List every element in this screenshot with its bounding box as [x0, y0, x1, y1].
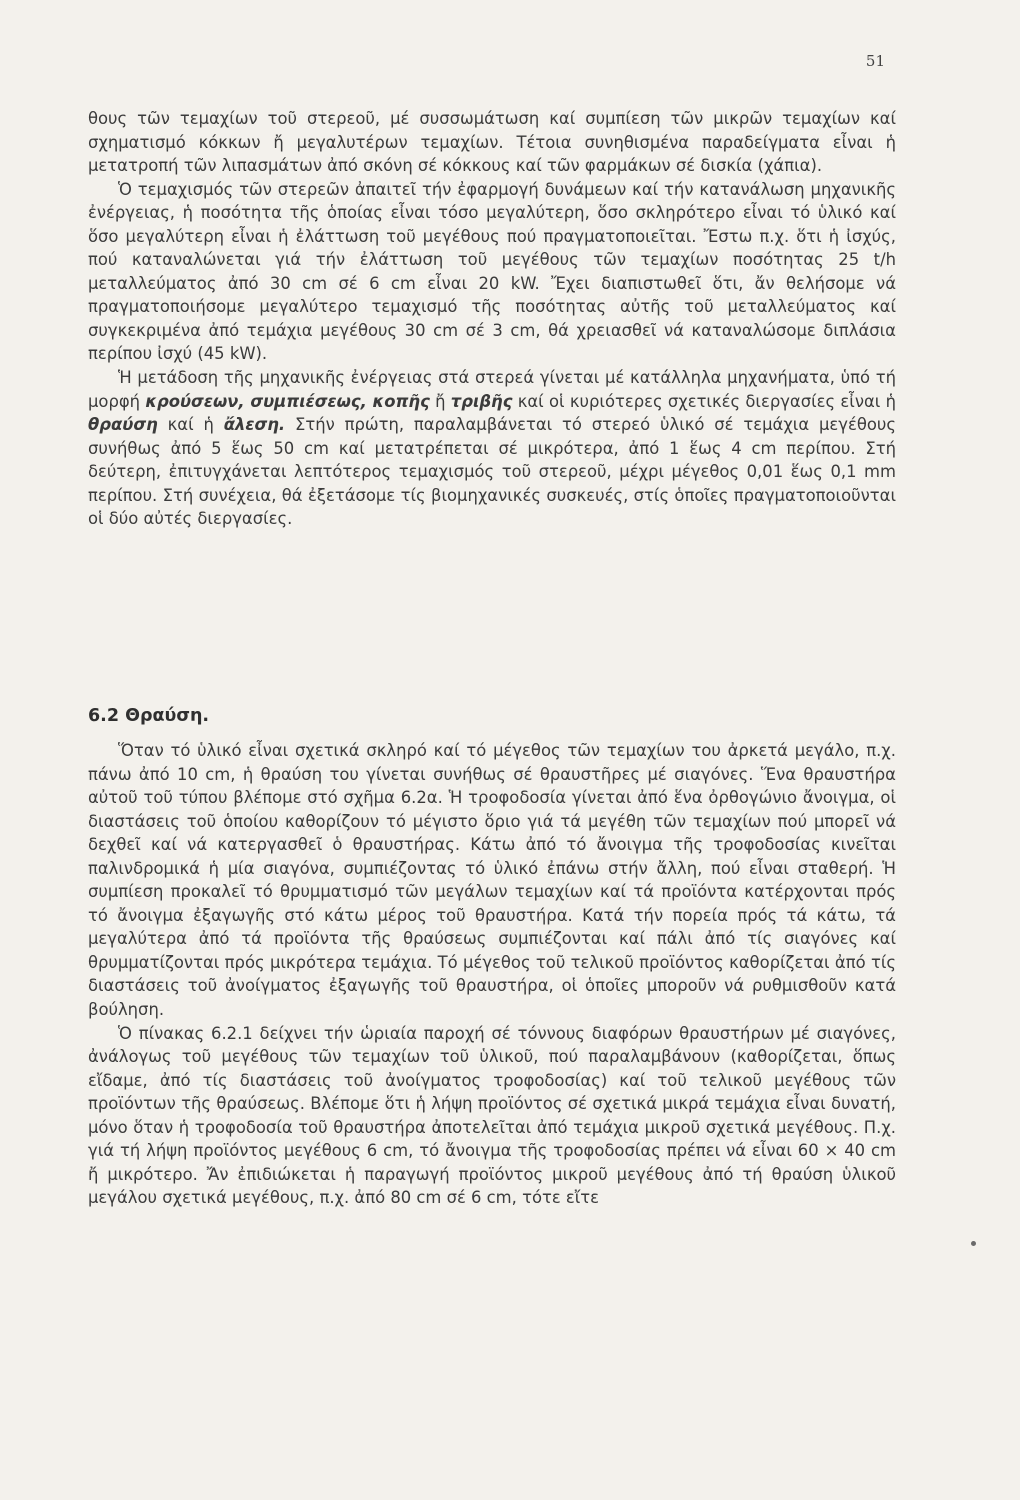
text-block-section [88, 739, 896, 1210]
emphasis-alesi: ἄλεση. [223, 415, 286, 435]
text-run: καί οἱ κυριότερες σχετικές διεργασίες εἶναι ἡ [512, 391, 896, 411]
paragraph-continuation: θους τῶν τεμαχίων τοῦ στερεοῦ, μέ συσσωμάτωση καί συμπίεση τῶν μικρῶν τεμαχίων καί σχηματισμό κόκκων ἤ μεγαλυτέρων τεμαχίων. Τέτοια συνηθισμένα παραδείγματα εἶναι ἡ μετατροπή τῶν λιπασμάτων ἀπό σκόνη σέ κόκκους καί τῶν φαρμάκων σέ δισκία (χάπια). [88, 109, 896, 176]
paragraph-table-6-2-1: Ὁ πίνακας 6.2.1 δείχνει τήν ὡριαία παροχή σέ τόννους διαφόρων θραυστήρων μέ σιαγόνες, ἀνάλογως τοῦ μεγέθους τῶν τεμαχίων τοῦ ὑλικοῦ, πού παραλαμβάνουν (καθορίζεται, ὅπως εἴδαμε, ἀπό τίς διαστάσεις τοῦ ἀνοίγματος τροφοδοσίας) καί τοῦ τελικοῦ μεγέθους τῶν προϊόντων τῆς θραύσεως. Βλέπομε ὅτι ἡ λήψη προϊόντος σέ σχετικά μικρά τεμάχια εἶναι δυνατή, μόνο ὅταν ἡ τροφοδοσία τοῦ θραυστήρα ἀποτελεῖται ἀπό τεμάχια μικροῦ σχετικά μεγέθους. Π.χ. γιά τή λήψη προϊόντος μεγέθους 6 cm, τό ἄνοιγμα τῆς τροφοδοσίας πρέπει νά εἶναι 60 × 40 cm ἤ μικρότερο. Ἄν ἐπιδιώκεται ἡ παραγωγή προϊόντος μικροῦ μεγέθους ἀπό τή θραύση ὑλικοῦ μεγάλου σχετικά μεγέθους, π.χ. ἀπό 80 cm σέ 6 cm, τότε εἴτε [88, 1023, 896, 1208]
text-run: καί ἡ [157, 415, 224, 435]
text-run: ἤ [429, 391, 451, 411]
paragraph-energy: Ὁ τεμαχισμός τῶν στερεῶν ἀπαιτεῖ τήν ἐφαρμογή δυνάμεων καί τήν κατανάλωση μηχανικῆς ἐνέργειας, ἡ ποσότητα τῆς ὁποίας εἶναι τόσο μεγαλύτερη, ὅσο σκληρότερο εἶναι τό ὑλικό καί ὅσο μεγαλύτερη εἶναι ἡ ἐλάττωση τοῦ μεγέθους πού πραγματοποιεῖται. Ἔστω π.χ. ὅτι ἡ ἰσχύς, πού καταναλώνεται γιά τήν ἐλάττωση τοῦ μεγέθους τῶν τεμαχίων ποσότητας 25 t/h μεταλλεύματος ἀπό 30 cm σέ 6 cm εἶναι 20 kW. Ἔχει διαπιστωθεῖ ὅτι, ἄν θελήσομε νά πραγματοποιήσομε μεγαλύτερο τεμαχισμό τῆς ποσότητας αὐτῆς τοῦ μεταλλεύματος καί συγκεκριμένα ἀπό τεμάχια μεγέθους 30 cm σέ 3 cm, θά χρειασθεῖ νά καταναλώσομε διπλάσια περίπου ἰσχύ (45 kW). [88, 179, 896, 364]
emphasis-trivis: τριβῆς [450, 391, 513, 411]
emphasis-terms: κρούσεων, συμπιέσεως, κοπῆς [145, 391, 430, 411]
page-number: 51 [865, 52, 885, 70]
emphasis-thrausi: θραύση [88, 415, 158, 435]
paragraph-processes [88, 366, 896, 531]
text-block-intro [88, 107, 896, 531]
margin-dot [971, 1241, 976, 1246]
text-run: Ἡ μετάδοση τῆς μηχανικῆς ἐνέργειας στά στερεά γίνεται μέ κατάλληλα μηχανήματα, ὑπό τή μορφή [88, 368, 896, 411]
text-run: Στήν πρώτη, παραλαμβάνεται τό στερεό ὑλικό σέ τεμάχια μεγέθους συνήθως ἀπό 5 ἕως 50 cm καί μετατρέπεται σέ μικρότερα, ἀπό 1 ἕως 4 cm περίπου. Στή δεύτερη, ἐπιτυγχάνεται λεπτότερος τεμαχισμός τοῦ στερεοῦ, μέχρι μέγεθος 0,01 ἕως 0,1 mm περίπου. Στή συνέχεια, θά ἐξετάσομε τίς βιομηχανικές συσκευές, στίς ὁποῖες πραγματοποιοῦνται οἱ δύο αὐτές διεργασίες. [88, 415, 896, 529]
paragraph-jaw-crusher: Ὅταν τό ὑλικό εἶναι σχετικά σκληρό καί τό μέγεθος τῶν τεμαχίων του ἀρκετά μεγάλο, π.χ. πάνω ἀπό 10 cm, ἡ θραύση του γίνεται συνήθως σέ θραυστῆρες μέ σιαγόνες. Ἕνα θραυστήρα αὐτοῦ τοῦ τύπου βλέπομε στό σχῆμα 6.2α. Ἡ τροφοδοσία γίνεται ἀπό ἕνα ὀρθογώνιο ἄνοιγμα, οἱ διαστάσεις τοῦ ὁποίου καθορίζουν τό μέγιστο ὅριο γιά τά μεγέθη τῶν τεμαχίων πού μπορεῖ νά δεχθεῖ καί νά κατεργασθεῖ ὁ θραυστήρας. Κάτω ἀπό τό ἄνοιγμα τῆς τροφοδοσίας κινεῖται παλινδρομικά ἡ μία σιαγόνα, συμπιέζοντας τό ὑλικό ἐπάνω στήν ἄλλη, πού εἶναι σταθερή. Ἡ συμπίεση προκαλεῖ τό θρυμματισμό τῶν μεγάλων τεμαχίων καί τά προϊόντα κατέρχονται πρός τό ἄνοιγμα ἐξαγωγῆς στό κάτω μέρος τοῦ θραυστήρα. Κατά τήν πορεία πρός τά κάτω, τά μεγαλύτερα ἀπό τά προϊόντα τῆς θραύσεως συμπιέζονται καί πάλι ἀπό τίς σιαγόνες καί θρυμματίζονται πρός μικρότερα τεμάχια. Τό μέγεθος τοῦ τελικοῦ προϊόντος καθορίζεται ἀπό τίς διαστάσεις τοῦ ἀνοίγματος ἐξαγωγῆς τοῦ θραυστήρα, οἱ ὁποῖες μποροῦν νά ρυθμισθοῦν κατά βούληση. [88, 741, 896, 1020]
section-heading: 6.2 Θραύση. [88, 706, 210, 726]
